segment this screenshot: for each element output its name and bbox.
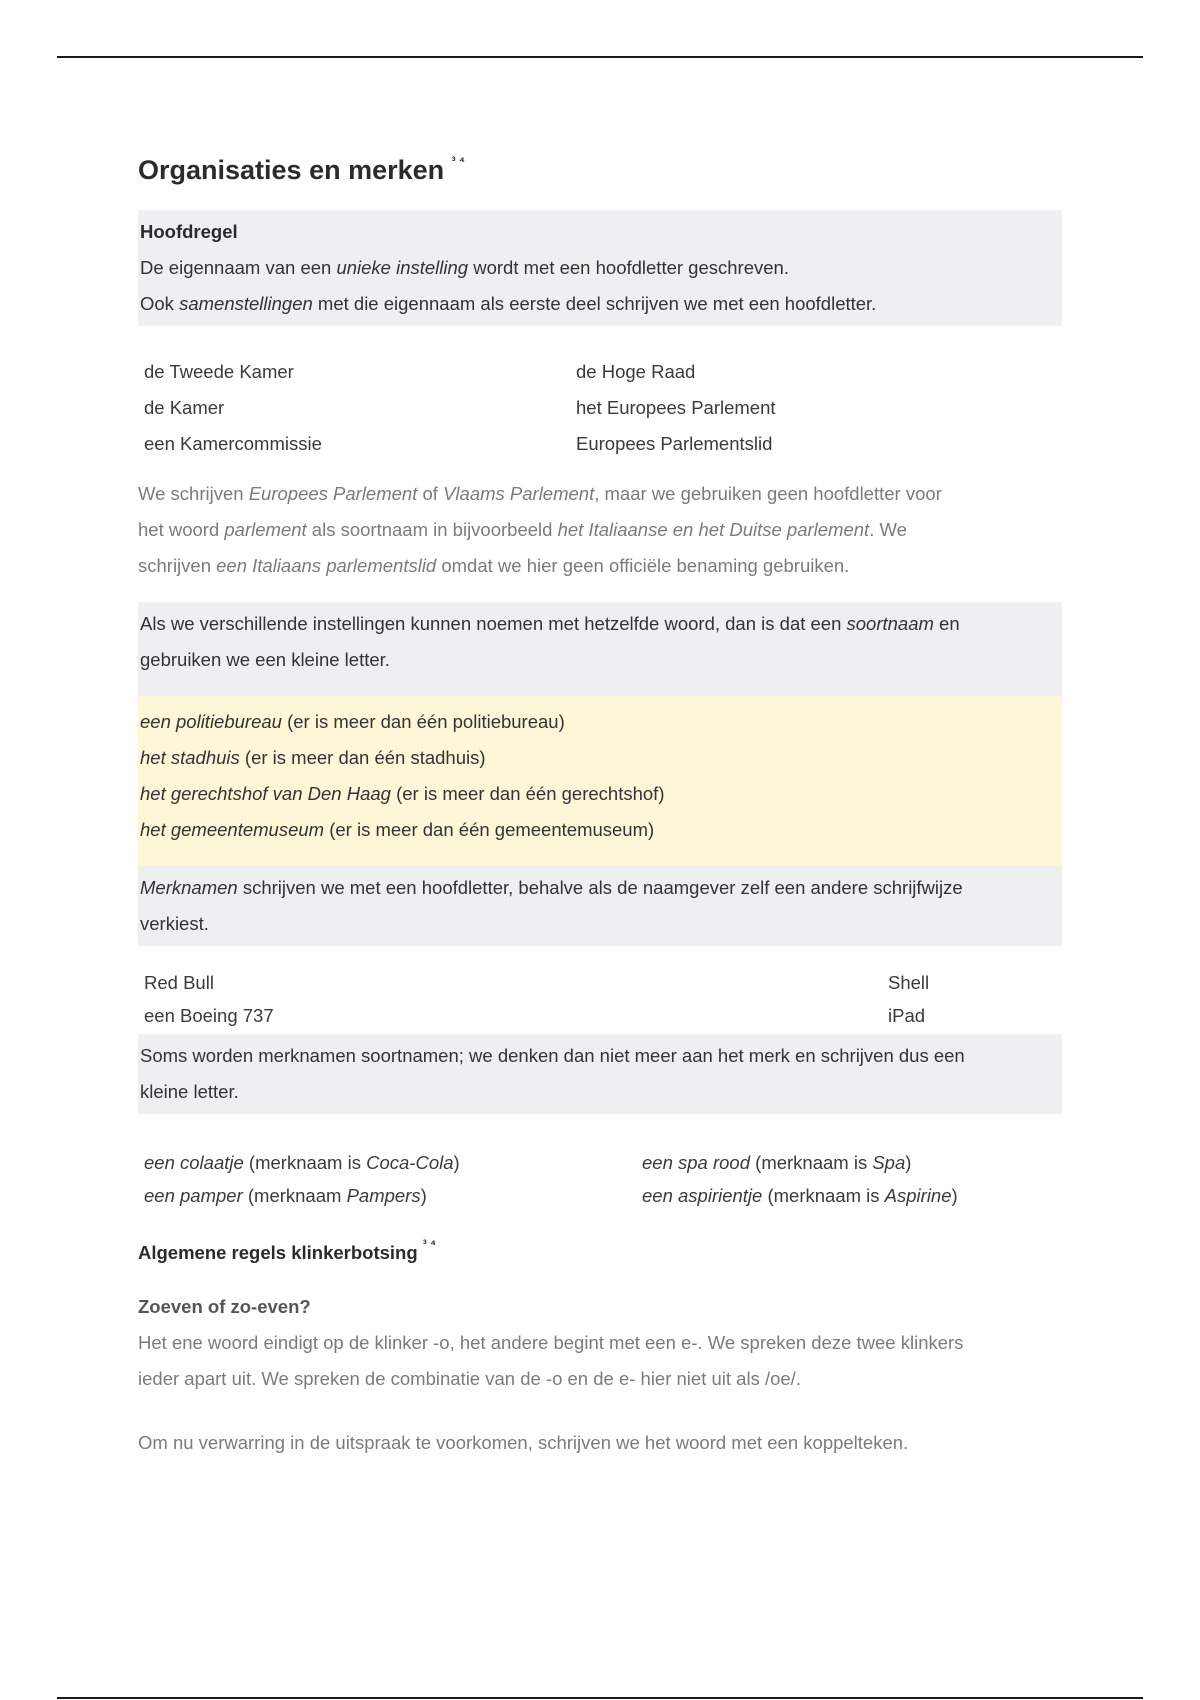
example-item: de Tweede Kamer <box>144 361 294 382</box>
brand-item: een Boeing 737 <box>144 1005 274 1026</box>
examples-institutions <box>138 354 1062 462</box>
subheading-zoeven: Zoeven of zo-even? <box>138 1296 311 1318</box>
soortnaam-line: gebruiken we een kleine letter. <box>140 649 390 670</box>
merknamen-line: Merknamen schrijven we met een hoofdletter, behalve als de naamgever zelf een andere schrijfwijze <box>140 877 963 898</box>
hoofdregel-line-1: De eigennaam van een unieke instelling wordt met een hoofdletter geschreven. <box>140 257 789 278</box>
example-item: een Kamercommissie <box>144 433 322 454</box>
klinker-section <box>138 1289 1062 1461</box>
page-title: Organisaties en merken $^{^3 ^4}$ <box>138 154 465 185</box>
hoofdregel-line-2: Ook samenstellingen met die eigennaam als eerste deel schrijven we met een hoofdletter. <box>140 293 877 314</box>
yellow-example: een politiebureau (er is meer dan één politiebureau) <box>140 711 565 732</box>
examples-brands <box>138 966 1062 1032</box>
example-item: de Kamer <box>144 397 225 418</box>
note-line: schrijven een Italiaans parlementslid omdat we hier geen officiële benaming gebruiken. <box>138 555 850 576</box>
soortnaam-box <box>138 602 1062 696</box>
klinker-paragraph: ieder apart uit. We spreken de combinatie van de -o en de e- hier niet uit als /oe/. <box>138 1368 801 1390</box>
brand-item: Shell <box>888 972 930 993</box>
klinker-paragraph: Om nu verwarring in de uitspraak te voorkomen, schrijven we het woord met een koppelteken. <box>138 1432 909 1454</box>
soms-line: Soms worden merknamen soortnamen; we denken dan niet meer aan het merk en schrijven dus een <box>140 1045 965 1066</box>
examples-soortnamen <box>138 1146 1062 1212</box>
soortnaam-example: een aspirientje (merknaam is Aspirine) <box>642 1185 958 1206</box>
section-heading-klinkerbotsing: Algemene regels klinkerbotsing $^{^3 ^4}$ <box>138 1237 437 1264</box>
hoofdregel-heading: Hoofdregel <box>140 221 238 242</box>
hoofdregel-box <box>138 210 1062 326</box>
soms-line: kleine letter. <box>140 1081 239 1102</box>
soortnaam-example: een spa rood (merknaam is Spa) <box>642 1152 912 1173</box>
brand-item: iPad <box>888 1005 926 1026</box>
note-line: We schrijven Europees Parlement of Vlaams Parlement, maar we gebruiken geen hoofdletter voor <box>138 483 942 504</box>
note-line: het woord parlement als soortnaam in bijvoorbeeld het Italiaanse en het Duitse parlement. We <box>138 519 907 540</box>
soms-box <box>138 1034 1062 1114</box>
soortnaam-example: een colaatje (merknaam is Coca-Cola) <box>144 1152 460 1173</box>
yellow-example: het stadhuis (er is meer dan één stadhuis) <box>140 747 486 768</box>
yellow-example: het gemeentemuseum (er is meer dan één gemeentemuseum) <box>140 819 655 840</box>
top-rule <box>57 56 1143 58</box>
soortnaam-examples-box <box>138 696 1062 866</box>
bottom-rule <box>57 1697 1143 1699</box>
example-item: de Hoge Raad <box>576 361 696 382</box>
merknamen-line: verkiest. <box>140 913 209 934</box>
soortnaam-example: een pamper (merknaam Pampers) <box>144 1185 427 1206</box>
soortnaam-line: Als we verschillende instellingen kunnen noemen met hetzelfde woord, dan is dat een soortnaam en <box>140 613 960 634</box>
klinker-paragraph: Het ene woord eindigt op de klinker -o, het andere begint met een e-. We spreken deze twee klinkers <box>138 1332 964 1354</box>
parlement-note <box>138 476 1062 584</box>
brand-item: Red Bull <box>144 972 214 993</box>
example-item: Europees Parlementslid <box>576 433 773 454</box>
document-page <box>138 140 1062 1461</box>
example-item: het Europees Parlement <box>576 397 776 418</box>
yellow-example: het gerechtshof van Den Haag (er is meer dan één gerechtshof) <box>140 783 665 804</box>
merknamen-box <box>138 866 1062 946</box>
